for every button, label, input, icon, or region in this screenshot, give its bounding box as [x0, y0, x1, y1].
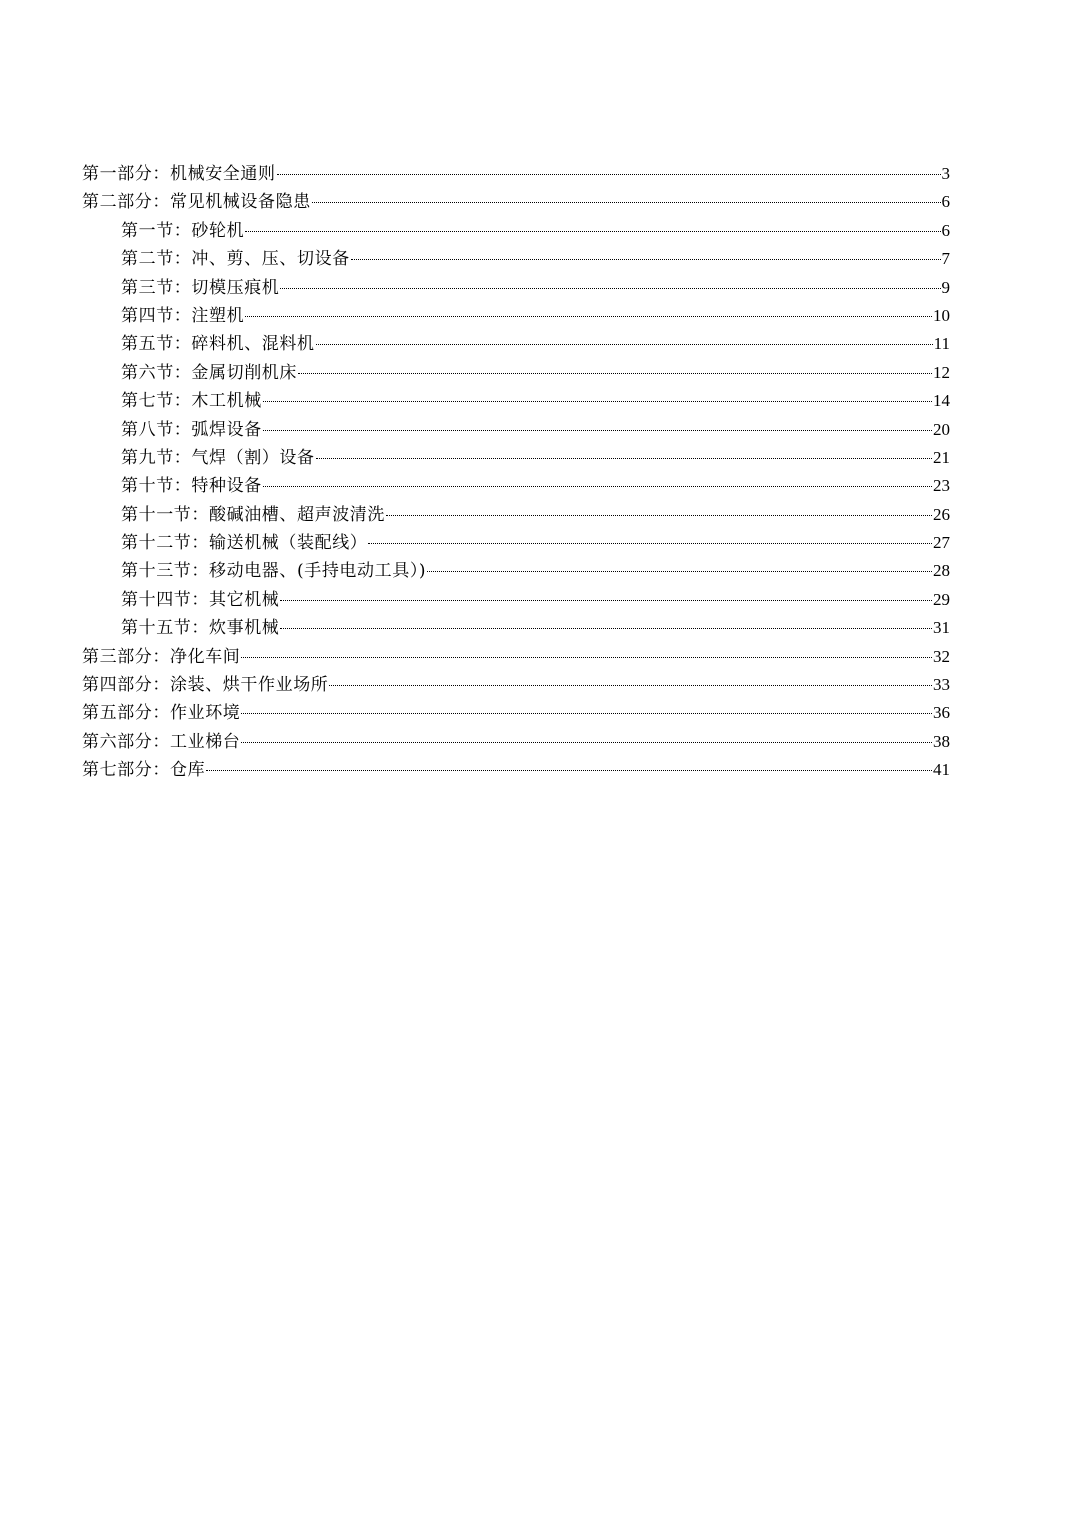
- toc-entry-label: 第七部分：仓库: [82, 760, 206, 781]
- toc-entry-section-1[interactable]: [82, 217, 950, 245]
- toc-leader-dots: [277, 173, 941, 175]
- toc-entry-label: 第三节：切模压痕机: [121, 277, 280, 298]
- toc-entry-label: 第十四节：其它机械: [121, 589, 280, 610]
- toc-leader-dots: [241, 741, 932, 743]
- toc-entry-label: 第三部分：净化车间: [82, 646, 241, 667]
- toc-entry-section-6[interactable]: [82, 359, 950, 387]
- toc-entry-page: 6: [941, 192, 950, 212]
- toc-leader-dots: [263, 400, 932, 402]
- toc-entry-label: 第七节：木工机械: [121, 391, 262, 412]
- toc-entry-label: 第八节：弧焊设备: [121, 419, 262, 440]
- toc-entry-label: 第十三节：移动电器、(手持电动工具）): [121, 561, 427, 582]
- toc-entry-part-4[interactable]: [82, 671, 950, 699]
- toc-leader-dots: [316, 457, 932, 459]
- toc-entry-page: 32: [933, 646, 950, 666]
- toc-entry-label: 第二部分：常见机械设备隐患: [82, 192, 311, 213]
- toc-entry-section-9[interactable]: [82, 444, 950, 472]
- toc-entry-page: 6: [941, 220, 950, 240]
- toc-leader-dots: [245, 315, 932, 317]
- toc-entry-page: 29: [933, 589, 950, 609]
- toc-leader-dots: [368, 542, 932, 544]
- toc-leader-dots: [386, 514, 932, 516]
- toc-entry-page: 12: [933, 362, 950, 382]
- toc-leader-dots: [245, 230, 940, 232]
- toc-entry-page: 7: [941, 249, 950, 269]
- toc-leader-dots: [280, 287, 940, 289]
- toc-leader-dots: [312, 201, 941, 203]
- toc-leader-dots: [263, 485, 932, 487]
- toc-entry-page: 21: [933, 447, 950, 467]
- toc-entry-page: 33: [933, 675, 950, 695]
- toc-entry-page: 26: [933, 504, 950, 524]
- toc-entry-page: 38: [933, 731, 950, 751]
- toc-entry-label: 第十五节：炊事机械: [121, 618, 280, 639]
- table-of-contents: [82, 160, 950, 785]
- toc-entry-section-5[interactable]: [82, 330, 950, 358]
- toc-entry-section-4[interactable]: [82, 302, 950, 330]
- toc-entry-label: 第一部分：机械安全通则: [82, 164, 276, 184]
- toc-leader-dots: [280, 599, 932, 601]
- toc-entry-label: 第十一节：酸碱油槽、超声波清洗: [121, 504, 385, 525]
- toc-entry-section-15[interactable]: [82, 614, 950, 642]
- toc-entry-label: 第六部分：工业梯台: [82, 731, 241, 752]
- toc-leader-dots: [316, 343, 933, 345]
- toc-entry-label: 第十二节：输送机械（装配线）: [121, 533, 368, 554]
- toc-entry-page: 41: [933, 760, 950, 780]
- toc-entry-part-2[interactable]: [82, 188, 950, 216]
- toc-entry-label: 第二节：冲、剪、压、切设备: [121, 249, 350, 270]
- toc-entry-section-7[interactable]: [82, 387, 950, 415]
- toc-entry-section-8[interactable]: [82, 416, 950, 444]
- toc-leader-dots: [206, 769, 932, 771]
- toc-leader-dots: [427, 570, 932, 572]
- toc-entry-section-12[interactable]: [82, 529, 950, 557]
- toc-entry-section-14[interactable]: [82, 586, 950, 614]
- toc-leader-dots: [241, 656, 932, 658]
- toc-entry-page: 11: [933, 334, 950, 354]
- toc-entry-page: 9: [941, 277, 950, 297]
- toc-entry-label: 第五节：碎料机、混料机: [121, 334, 315, 355]
- toc-entry-section-13[interactable]: [82, 557, 950, 585]
- toc-entry-label: 第一节：砂轮机: [121, 220, 245, 241]
- toc-entry-section-10[interactable]: [82, 472, 950, 500]
- toc-entry-page: 3: [941, 164, 950, 183]
- toc-entry-part-1[interactable]: [82, 160, 950, 188]
- toc-entry-section-3[interactable]: [82, 274, 950, 302]
- toc-entry-page: 27: [933, 533, 950, 553]
- toc-leader-dots: [263, 429, 932, 431]
- toc-entry-part-6[interactable]: [82, 728, 950, 756]
- toc-entry-label: 第四节：注塑机: [121, 305, 245, 326]
- toc-entry-section-2[interactable]: [82, 245, 950, 273]
- toc-leader-dots: [280, 627, 932, 629]
- toc-entry-label: 第六节：金属切削机床: [121, 362, 297, 383]
- toc-entry-part-5[interactable]: [82, 699, 950, 727]
- toc-leader-dots: [329, 684, 932, 686]
- toc-leader-dots: [298, 372, 932, 374]
- toc-entry-page: 28: [933, 561, 950, 581]
- toc-entry-page: 36: [933, 703, 950, 723]
- toc-entry-page: 31: [933, 618, 950, 638]
- toc-entry-page: 10: [933, 305, 950, 325]
- toc-entry-label: 第九节：气焊（割）设备: [121, 447, 315, 468]
- toc-entry-section-11[interactable]: [82, 501, 950, 529]
- toc-entry-label: 第十节：特种设备: [121, 476, 262, 497]
- toc-leader-dots: [351, 258, 941, 260]
- toc-entry-label: 第四部分：涂装、烘干作业场所: [82, 675, 329, 696]
- toc-entry-page: 23: [933, 476, 950, 496]
- toc-leader-dots: [241, 712, 932, 714]
- toc-entry-part-3[interactable]: [82, 643, 950, 671]
- toc-entry-part-7[interactable]: [82, 756, 950, 784]
- toc-entry-page: 20: [933, 419, 950, 439]
- toc-entry-page: 14: [933, 391, 950, 411]
- toc-entry-label: 第五部分：作业环境: [82, 703, 241, 724]
